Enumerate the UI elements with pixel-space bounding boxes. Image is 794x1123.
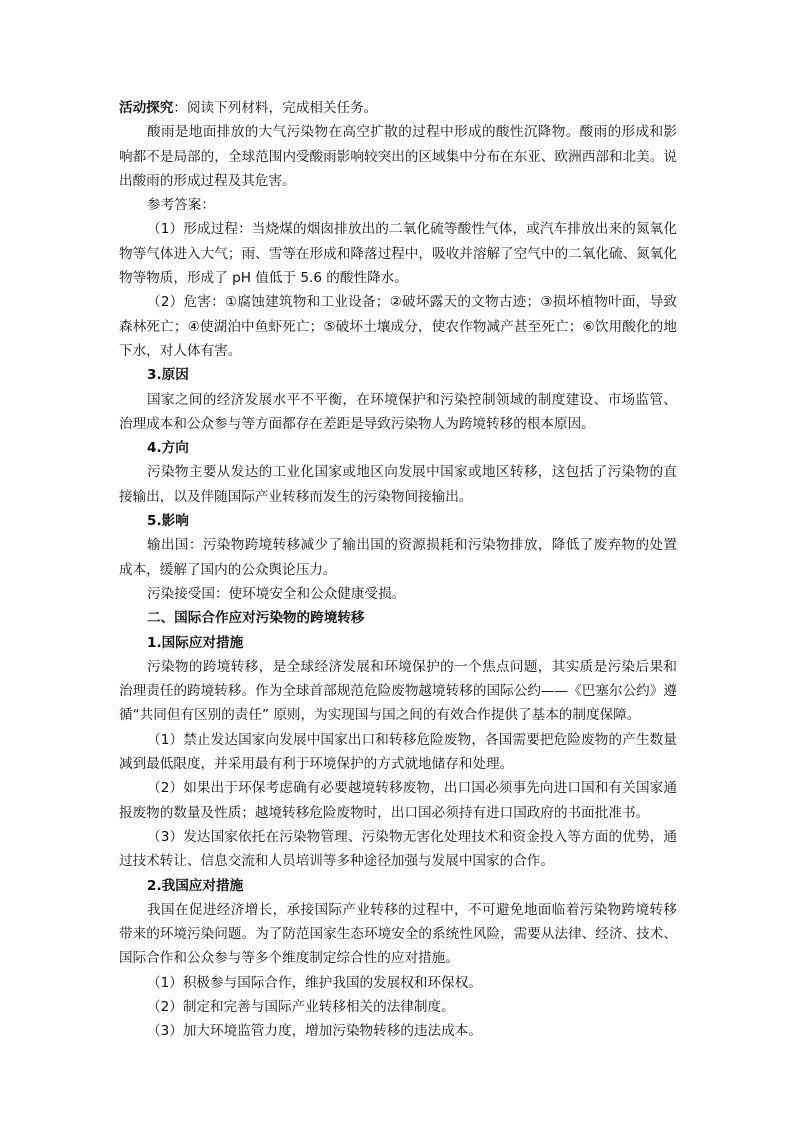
international-item-2: （2）如果出于环保考虑确有必要越境转移废物，出口国必须事先向进口国和有关国家通报废物的数量及性质；越境转移危险废物时，出口国必须持有进口国政府的书面批准书。 [119, 780, 677, 821]
direction-paragraph: 污染物主要从发达的工业化国家或地区向发展中国家或地区转移，这包括了污染物的直接输出，以及伴随国际产业转移而发生的污染物间接输出。 [119, 464, 677, 505]
heading-international-measures: 1.国际应对措施 [147, 634, 244, 651]
heading-china-measures: 2.我国应对措施 [147, 877, 244, 894]
international-paragraph: 污染物的跨境转移，是全球经济发展和环境保护的一个焦点问题，其实质是污染后果和治理责任的跨境转移。作为全球首部规范危险废物越境转移的国际公约——《巴塞尔公约》遵循“共同但有区别的责任” 原则，为实现国与国之间的有效合作提供了基本的制度保障。 [119, 658, 677, 724]
reference-answer-label: 参考答案： [147, 197, 215, 214]
formation-answer: （1）形成过程：当烧煤的烟囱排放出的二氧化硫等酸性气体，或汽车排放出来的氮氧化物等气体进入大气；雨、雪等在形成和降落过程中，吸收并溶解了空气中的二氧化硫、氮氧化物等物质，形成了 pH 值低于 5.6 的酸性降水。 [119, 221, 677, 287]
document-body [119, 96, 677, 1044]
china-paragraph: 我国在促进经济增长，承接国际产业转移的过程中，不可避免地面临着污染物跨境转移带来的环境污染问题。为了防范国家生态环境安全的系统性风险，需要从法律、经济、技术、国际合作和公众参与等多个维度制定综合性的应对措施。 [119, 901, 677, 967]
impact-import-paragraph: 污染接受国：使环境安全和公众健康受损。 [147, 585, 406, 602]
activity-label: 活动探究 [119, 100, 174, 116]
heading-direction: 4.方向 [147, 440, 189, 457]
china-item-3: （3）加大环境监管力度，增加污染物转移的违法成本。 [147, 1023, 482, 1040]
international-item-1: （1）禁止发达国家向发展中国家出口和转移危险废物，各国需要把危险废物的产生数量减到最低限度，并采用最有利于环境保护的方式就地储存和处理。 [119, 731, 677, 773]
china-item-2: （2）制定和完善与国际产业转移相关的法律制度。 [147, 998, 455, 1015]
china-item-1: （1）积极参与国际合作，维护我国的发展权和环保权。 [147, 974, 482, 991]
activity-text: ：阅读下列材料，完成相关任务。 [173, 100, 378, 116]
cause-paragraph: 国家之间的经济发展水平不平衡，在环境保护和污染控制领域的制度建设、市场监管、治理成本和公众参与等方面都存在差距是导致污染物人为跨境转移的根本原因。 [119, 391, 677, 432]
international-item-3: （3）发达国家依托在污染物管理、污染物无害化处理技术和资金投入等方面的优势，通过技术转让、信息交流和人员培训等多种途径加强与发展中国家的合作。 [119, 828, 677, 870]
acid-rain-paragraph: 酸雨是地面排放的大气污染物在高空扩散的过程中形成的酸性沉降物。酸雨的形成和影响都不是局部的，全球范围内受酸雨影响较突出的区域集中分布在东亚、欧洲西部和北美。说出酸雨的形成过程及其危害。 [119, 124, 677, 189]
section-two-heading: 二、国际合作应对污染物的跨境转移 [147, 610, 365, 627]
activity-intro [119, 96, 677, 120]
harm-answer: （2）危害：①腐蚀建筑物和工业设备；②破坏露天的文物古迹；③损坏植物叶面，导致森林死亡；④使湖泊中鱼虾死亡；⑤破坏土壤成分，使农作物减产甚至死亡；⑥饮用酸化的地下水，对人体有害。 [119, 294, 677, 359]
heading-cause: 3.原因 [147, 367, 189, 384]
heading-impact: 5.影响 [147, 513, 189, 530]
impact-export-paragraph: 输出国：污染物跨境转移减少了输出国的资源损耗和污染物排放，降低了废弃物的处置成本，缓解了国内的公众舆论压力。 [119, 537, 677, 578]
